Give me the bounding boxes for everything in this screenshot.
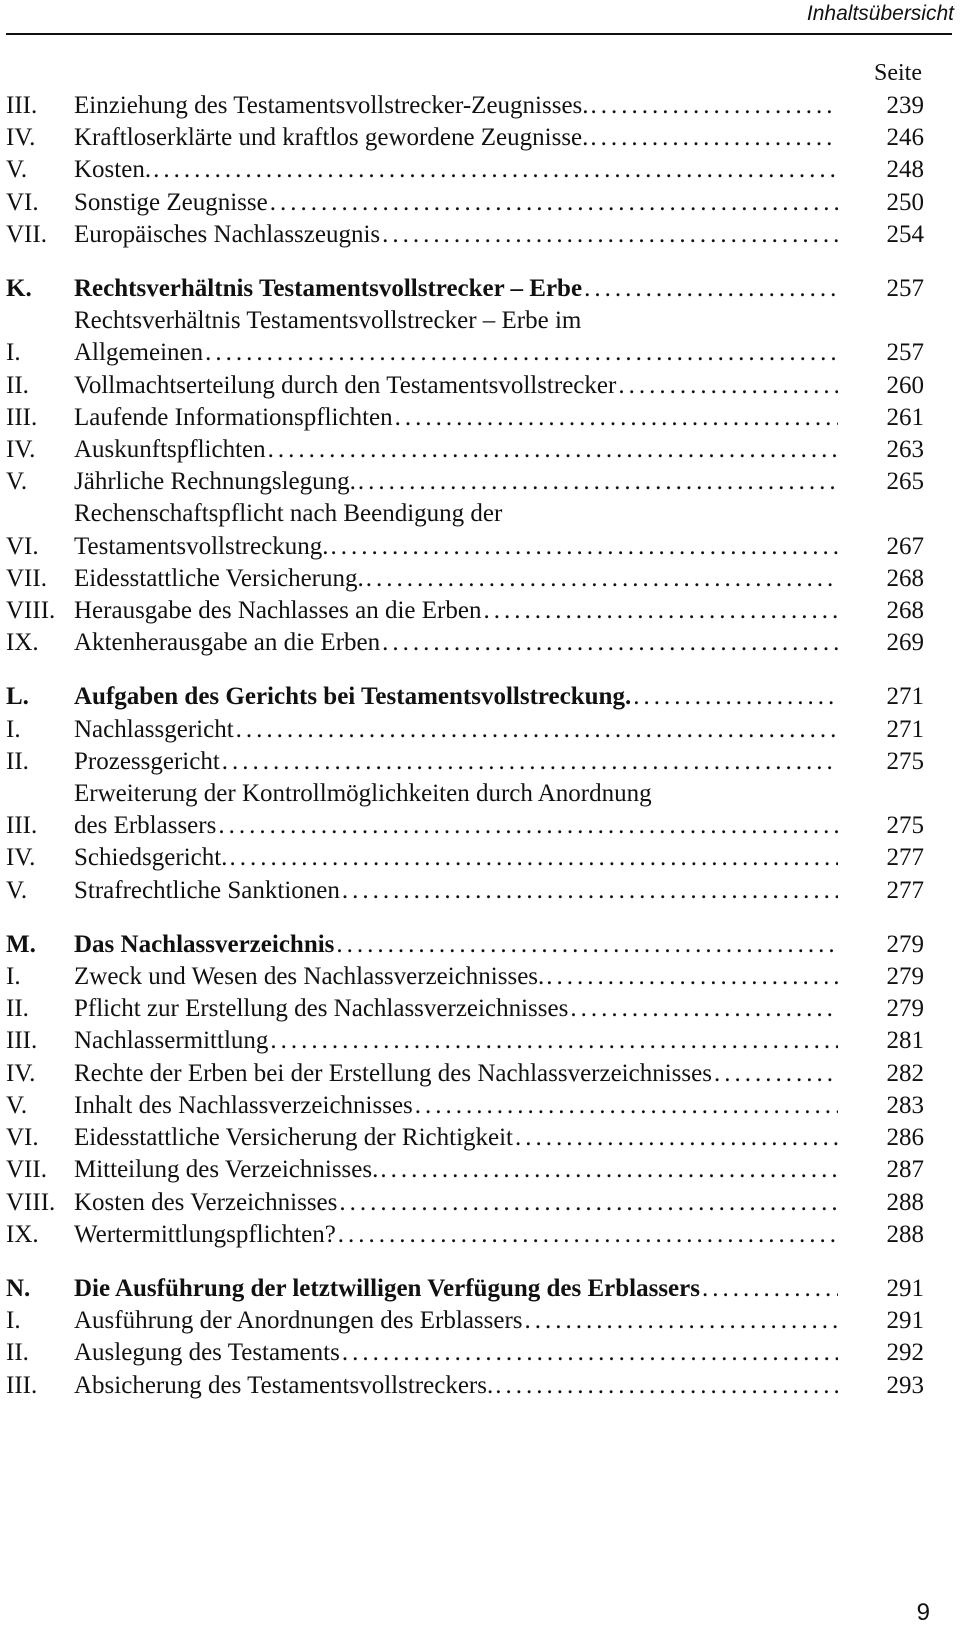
toc-entry-page: 271 (886, 683, 924, 711)
toc-entry-title: Schiedsgericht. (74, 844, 228, 872)
toc-entry-page: 239 (886, 92, 924, 119)
dot-leader (364, 563, 838, 595)
toc-entry-number: III. (6, 1371, 38, 1399)
toc-entry-number: II. (6, 747, 29, 775)
toc-entry-page: 267 (886, 532, 924, 560)
toc-entry-title: Laufende Informationspflichten (74, 403, 393, 431)
toc-entry (6, 305, 924, 369)
toc-entry (6, 627, 924, 659)
dot-leader (216, 810, 838, 842)
dot-leader (712, 1058, 838, 1090)
toc-entry (6, 1025, 924, 1057)
dot-leader (336, 1219, 838, 1251)
toc-entry-page: 279 (886, 930, 924, 958)
toc-entry (6, 961, 924, 993)
toc-entry (6, 714, 924, 746)
toc-entry-page: 288 (886, 1220, 924, 1248)
toc-entry-title: Zweck und Wesen des Nachlassverzeichnisses. (74, 963, 545, 991)
toc-entry-number: M. (6, 930, 36, 958)
toc-entry (6, 842, 924, 874)
toc-entry-page: 263 (886, 436, 924, 464)
toc-entry-page: 268 (886, 564, 924, 592)
toc-entry-page: 286 (886, 1124, 924, 1152)
toc-entry-number: IV. (6, 844, 36, 872)
toc-entry-number: I. (6, 715, 21, 743)
toc-entry (6, 1370, 924, 1402)
toc-entry-title: des Erblassers (74, 812, 217, 840)
toc-entry-title-line1: Erweiterung der Kontrollmöglichkeiten durch Anordnung (74, 780, 652, 808)
toc-entry (6, 563, 924, 595)
toc-entry (6, 370, 924, 402)
toc-entry-title: Nachlassgericht (74, 715, 234, 743)
toc-entry-number: III. (6, 92, 38, 119)
toc-chapter-entry (6, 929, 924, 961)
toc-entry (6, 187, 924, 219)
toc-entry-number: IX. (6, 1220, 39, 1248)
toc-entry-number: I. (6, 1307, 21, 1335)
dot-leader (151, 154, 838, 186)
toc-entry-page: 282 (886, 1059, 924, 1087)
toc-entry-title: Absicherung des Testamentsvollstreckers. (74, 1371, 494, 1399)
toc-entry (6, 595, 924, 627)
toc-entry (6, 746, 924, 778)
dot-leader (268, 187, 838, 219)
toc-entry-title: Sonstige Zeugnisse (74, 188, 268, 216)
toc-entry-title: Testamentsvollstreckung. (74, 532, 329, 560)
dot-leader (337, 1187, 838, 1219)
dot-leader (268, 1025, 838, 1057)
toc-entry-page: 277 (886, 876, 924, 904)
page-column-label: Seite (874, 60, 922, 86)
toc-entry-title: Nachlassermittlung (74, 1027, 269, 1055)
toc-entry-page: 279 (886, 963, 924, 991)
toc-entry-page: 275 (886, 812, 924, 840)
toc-chapter-entry (6, 681, 924, 713)
toc-entry-number: II. (6, 371, 29, 399)
toc-entry-number: VII. (6, 564, 47, 592)
toc-entry-page: 257 (886, 339, 924, 367)
toc-entry (6, 1219, 924, 1251)
toc-entry (6, 466, 924, 498)
toc-entry-number: VIII. (6, 597, 56, 625)
toc-entry-number: V. (6, 1091, 28, 1119)
toc-entry-page: 287 (886, 1156, 924, 1184)
toc-entry-number: VIII. (6, 1188, 56, 1216)
toc-entry-title: Auslegung des Testaments (74, 1339, 340, 1367)
toc-entry-page: 291 (886, 1274, 924, 1302)
toc-entry (6, 1122, 924, 1154)
toc-entry-page: 257 (886, 275, 924, 303)
toc-entry-title-line1: Rechtsverhältnis Testamentsvollstrecker – Erbe im (74, 307, 582, 335)
toc-entry-number: VI. (6, 188, 39, 216)
toc-entry-page: 260 (886, 371, 924, 399)
toc-entry-page: 277 (886, 844, 924, 872)
dot-leader (234, 714, 838, 746)
toc-entry-title: Mitteilung des Verzeichnisses. (74, 1156, 379, 1184)
toc-entry (6, 875, 924, 907)
toc-entry-title: Allgemeinen (74, 339, 204, 367)
toc-entry-page: 248 (886, 156, 924, 184)
toc-entry-number: L. (6, 683, 29, 711)
dot-leader (380, 627, 838, 659)
toc-entry-title: Aktenherausgabe an die Erben (74, 629, 381, 657)
toc-entry (6, 219, 924, 251)
toc-entry-title: Wertermittlungspflichten? (74, 1220, 336, 1248)
page-number: 9 (916, 1599, 930, 1626)
toc-entry-number: IX. (6, 629, 39, 657)
toc-entry-number: V. (6, 468, 28, 496)
toc-entry (6, 434, 924, 466)
toc-entry-title: Die Ausführung der letztwilligen Verfügung des Erblassers (74, 1274, 700, 1302)
dot-leader (568, 993, 838, 1025)
toc-entry-number: IV. (6, 436, 36, 464)
toc-entry-title: Ausführung der Anordnungen des Erblassers (74, 1307, 523, 1335)
toc-entry (6, 1090, 924, 1122)
toc-entry-page: 283 (886, 1091, 924, 1119)
dot-leader (227, 842, 838, 874)
toc-entry (6, 402, 924, 434)
toc-entry-title: Europäisches Nachlasszeugnis (74, 220, 381, 248)
toc-entry-number: V. (6, 156, 28, 184)
dot-leader (481, 595, 838, 627)
toc-entry-page: 265 (886, 468, 924, 496)
toc-entry-page: 254 (886, 220, 924, 248)
dot-leader (266, 434, 838, 466)
toc-entry-number: N. (6, 1274, 31, 1302)
toc-entry-title: Rechtsverhältnis Testamentsvollstrecker – Erbe (74, 275, 583, 303)
toc-entry (6, 1337, 924, 1369)
dot-leader (340, 875, 838, 907)
dot-leader (700, 1273, 838, 1305)
dot-leader (631, 681, 838, 713)
toc-entry-title: Strafrechtliche Sanktionen (74, 876, 340, 904)
dot-leader (544, 961, 838, 993)
toc-entry-title: Eidesstattliche Versicherung der Richtigkeit (74, 1124, 514, 1152)
toc-entry-page: 271 (886, 715, 924, 743)
toc-entry (6, 1058, 924, 1090)
dot-leader (513, 1122, 838, 1154)
toc-entry-title: Kosten des Verzeichnisses (74, 1188, 338, 1216)
toc-entry-number: VII. (6, 1156, 47, 1184)
toc-entry-title: Inhalt des Nachlassverzeichnisses (74, 1091, 413, 1119)
header-rule (6, 33, 952, 35)
toc-entry-page: 269 (886, 629, 924, 657)
toc-entry-page: 261 (886, 403, 924, 431)
running-head: Inhaltsübersicht (806, 2, 954, 25)
toc-entry (6, 1154, 924, 1186)
dot-leader (203, 337, 838, 369)
toc-entry-number: K. (6, 275, 32, 303)
toc-entry-number: II. (6, 1339, 29, 1367)
toc-entry-title: Aufgaben des Gerichts bei Testamentsvollstreckung. (74, 683, 632, 711)
toc-entry-title: Herausgabe des Nachlasses an die Erben (74, 597, 482, 625)
toc-entry-title: Einziehung des Testamentsvollstrecker-Zeugnisses. (74, 92, 589, 119)
toc-entry (6, 498, 924, 562)
toc-entry (6, 1187, 924, 1219)
toc-entry-page: 268 (886, 597, 924, 625)
toc-entry-title: Jährliche Rechnungslegung. (74, 468, 356, 496)
toc-entry-number: VI. (6, 532, 39, 560)
toc-entry-title: Auskunftspflichten (74, 436, 266, 464)
toc-entry-number: III. (6, 1027, 38, 1055)
toc-entry-number: II. (6, 995, 29, 1023)
dot-leader (328, 531, 838, 563)
toc-entry-title: Eidesstattliche Versicherung. (74, 564, 364, 592)
dot-leader (380, 219, 838, 251)
toc-entry-title: Prozessgericht (74, 747, 220, 775)
toc-entry-title: Rechte der Erben bei der Erstellung des Nachlassverzeichnisses (74, 1059, 712, 1087)
toc-entry-number: III. (6, 403, 38, 431)
toc-entry-title: Pflicht zur Erstellung des Nachlassverzeichnisses (74, 995, 569, 1023)
dot-leader (616, 370, 838, 402)
toc-entry (6, 993, 924, 1025)
toc-entry-number: IV. (6, 124, 36, 152)
toc-entry-number: IV. (6, 1059, 36, 1087)
toc-entry (6, 778, 924, 842)
toc-entry-page: 250 (886, 188, 924, 216)
toc-entry-number: I. (6, 963, 21, 991)
toc-entry (6, 1305, 924, 1337)
toc-chapter-entry (6, 1273, 924, 1305)
toc-entry-page: 293 (886, 1371, 924, 1399)
toc-entry-page: 288 (886, 1188, 924, 1216)
toc-entry-number: I. (6, 339, 21, 367)
toc-entry-number: VI. (6, 1124, 39, 1152)
dot-leader (413, 1090, 838, 1122)
toc-entry-title: Das Nachlassverzeichnis (74, 930, 335, 958)
dot-leader (582, 273, 838, 305)
toc-chapter-entry (6, 273, 924, 305)
toc-entry (6, 154, 924, 186)
table-of-contents (6, 90, 924, 1402)
toc-entry-title-line1: Rechenschaftspflicht nach Beendigung der (74, 500, 503, 528)
toc-entry-page: 281 (886, 1027, 924, 1055)
dot-leader (334, 929, 838, 961)
dot-leader (523, 1305, 838, 1337)
toc-entry-page: 275 (886, 747, 924, 775)
toc-entry-number: III. (6, 812, 38, 840)
dot-leader (588, 122, 838, 154)
dot-leader (340, 1337, 838, 1369)
toc-entry (6, 90, 924, 122)
toc-entry-page: 292 (886, 1339, 924, 1367)
toc-entry-title: Vollmachtserteilung durch den Testamentsvollstrecker (74, 371, 617, 399)
toc-entry-title: Kraftloserklärte und kraftlos gewordene Zeugnisse. (74, 124, 589, 152)
dot-leader (393, 402, 838, 434)
dot-leader (589, 90, 838, 122)
dot-leader (356, 466, 838, 498)
toc-entry-page: 279 (886, 995, 924, 1023)
toc-entry-number: V. (6, 876, 28, 904)
dot-leader (220, 746, 838, 778)
toc-entry-page: 246 (886, 124, 924, 152)
dot-leader (378, 1154, 838, 1186)
toc-entry-title: Kosten. (74, 156, 152, 184)
toc-entry (6, 122, 924, 154)
dot-leader (493, 1370, 838, 1402)
toc-entry-page: 291 (886, 1307, 924, 1335)
toc-entry-number: VII. (6, 220, 47, 248)
